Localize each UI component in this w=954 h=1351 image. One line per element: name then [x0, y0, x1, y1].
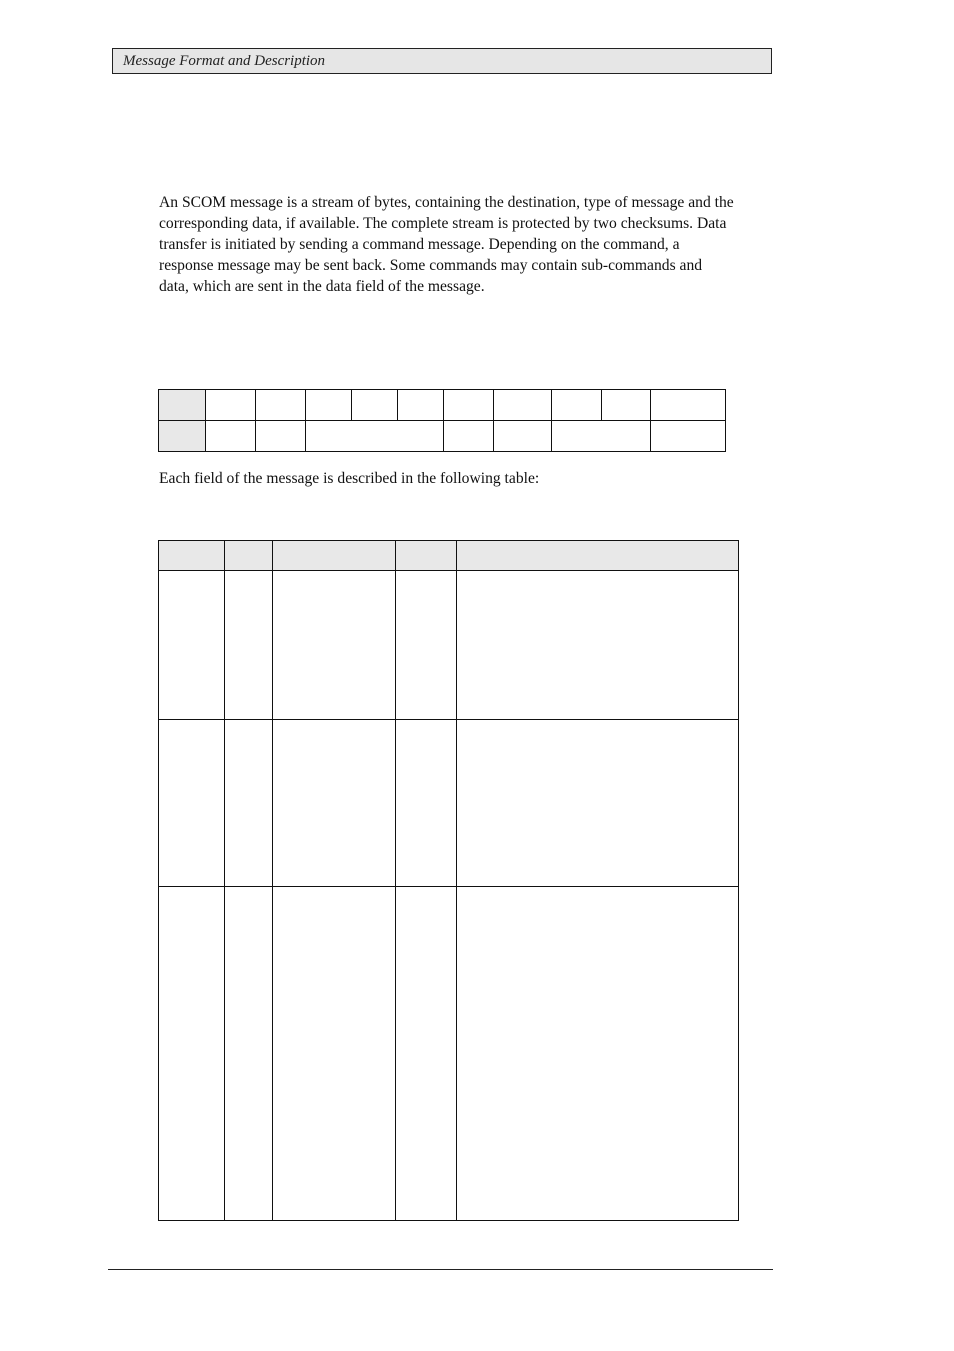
running-header-title: Message Format and Description — [123, 53, 326, 69]
table-cell — [457, 571, 739, 720]
table-cell — [396, 887, 457, 1221]
table-caption: Each field of the message is described in the following table: — [159, 470, 540, 487]
frame-cell — [651, 390, 726, 421]
header-cell — [457, 541, 739, 571]
table-cell — [225, 720, 273, 887]
frame-cell — [444, 421, 494, 452]
header-cell — [225, 541, 273, 571]
header-cell — [396, 541, 457, 571]
table-cell — [273, 887, 396, 1221]
table-row — [159, 571, 739, 720]
frame-cell — [256, 390, 306, 421]
frame-cell — [256, 421, 306, 452]
frame-cell — [494, 421, 552, 452]
frame-cell — [206, 390, 256, 421]
message-frame-table — [158, 389, 726, 452]
frame-cell — [398, 390, 444, 421]
table-cell — [396, 571, 457, 720]
table-cell — [457, 720, 739, 887]
frame-row-2 — [159, 421, 726, 452]
field-table-header-row — [159, 541, 739, 571]
table-cell — [159, 571, 225, 720]
table-cell — [225, 887, 273, 1221]
frame-cell — [444, 390, 494, 421]
frame-cell — [602, 390, 651, 421]
frame-cell — [352, 390, 398, 421]
table-cell — [159, 720, 225, 887]
frame-cell — [552, 390, 602, 421]
table-cell — [159, 887, 225, 1221]
frame-cell — [651, 421, 726, 452]
header-cell — [159, 541, 225, 571]
frame-cell — [306, 390, 352, 421]
field-description-table — [158, 540, 739, 1221]
table-cell — [457, 887, 739, 1221]
frame-cell — [306, 421, 444, 452]
table-cell — [273, 571, 396, 720]
table-cell — [396, 720, 457, 887]
frame-row-header-cell — [159, 421, 206, 452]
running-header — [112, 48, 772, 74]
frame-row-1 — [159, 390, 726, 421]
table-row — [159, 720, 739, 887]
header-cell — [273, 541, 396, 571]
table-row — [159, 887, 739, 1221]
frame-cell — [494, 390, 552, 421]
frame-cell — [206, 421, 256, 452]
frame-cell — [552, 421, 651, 452]
table-cell — [225, 571, 273, 720]
intro-paragraph: An SCOM message is a stream of bytes, containing the destination, type of message and the corresponding data, if available. The complete stream is protected by two checksums. Data transfer is initiated by sending a command message. Depending on the command, a response message may be sent back. Some commands may contain sub-commands and data, which are sent in the data field of the message. — [159, 194, 734, 295]
table-cell — [273, 720, 396, 887]
frame-row-header-cell — [159, 390, 206, 421]
footer-rule — [108, 1269, 773, 1270]
